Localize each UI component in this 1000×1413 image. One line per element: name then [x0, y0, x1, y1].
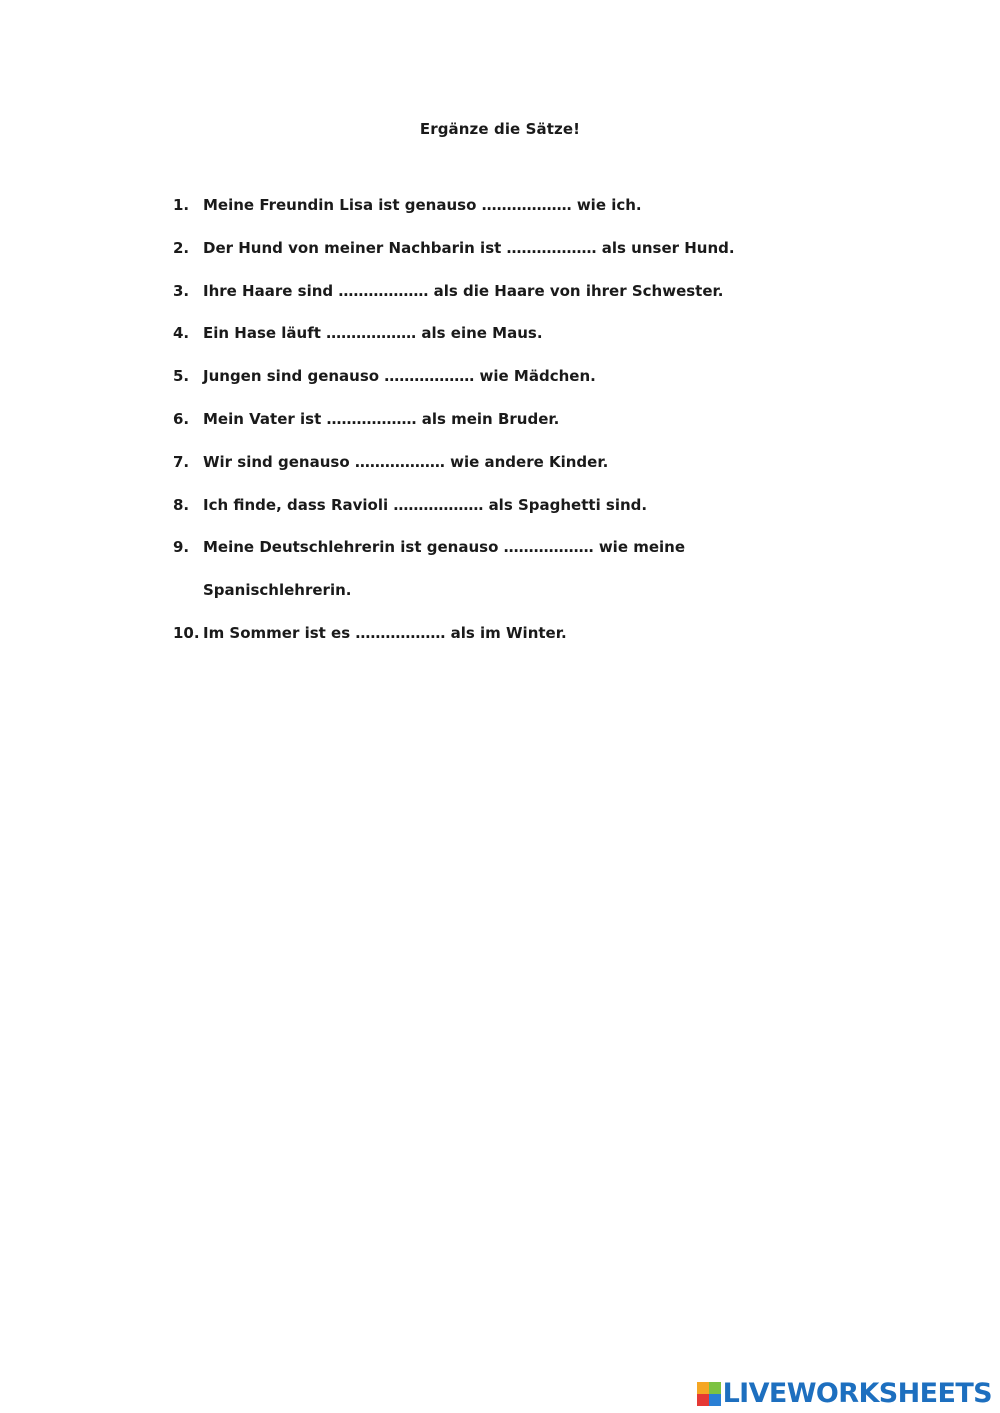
exercise-item-2 — [173, 227, 873, 270]
exercise-item-1 — [173, 184, 873, 227]
exercise-list — [173, 184, 873, 655]
item-text-continuation: Spanischlehrerin. — [203, 581, 352, 600]
item-number: 1. — [173, 196, 190, 214]
item-text: Meine Freundin Lisa ist genauso ……………… wie ich. — [203, 196, 642, 214]
exercise-item-9 — [173, 526, 873, 569]
exercise-item-4 — [173, 312, 873, 355]
item-number: 3. — [173, 281, 190, 300]
item-text: Der Hund von meiner Nachbarin ist ……………… als unser Hund. — [203, 238, 735, 257]
logo-text: LIVEWORKSHEETS — [722, 1378, 992, 1409]
item-text: Ich finde, dass Ravioli ……………… als Spaghetti sind. — [203, 495, 648, 514]
exercise-item-8 — [173, 484, 873, 527]
item-text: Ein Hase läuft ……………… als eine Maus. — [203, 324, 543, 343]
item-text: Meine Deutschlehrerin ist genauso ……………… wie meine — [203, 538, 686, 557]
worksheet-title: Ergänze die Sätze! — [419, 120, 581, 138]
liveworksheets-logo[interactable] — [697, 1378, 992, 1410]
item-text: Jungen sind genauso ……………… wie Mädchen. — [203, 367, 596, 386]
item-number: 6. — [173, 409, 190, 428]
exercise-item-5 — [173, 355, 873, 398]
item-text: Wir sind genauso ……………… wie andere Kinder. — [203, 452, 609, 471]
item-text: Ihre Haare sind ……………… als die Haare von ihrer Schwester. — [203, 281, 724, 300]
item-number: 5. — [173, 367, 190, 386]
liveworksheets-logo-icon — [697, 1382, 721, 1406]
exercise-item-6 — [173, 398, 873, 441]
exercise-item-3 — [173, 270, 873, 313]
item-number: 8. — [173, 495, 190, 514]
exercise-item-7 — [173, 441, 873, 484]
item-text: Im Sommer ist es ……………… als im Winter. — [203, 623, 567, 642]
item-text: Mein Vater ist ……………… als mein Bruder. — [203, 409, 560, 428]
item-number: 10. — [173, 623, 200, 642]
item-number: 4. — [173, 324, 190, 343]
item-number: 9. — [173, 538, 190, 557]
exercise-item-9-continuation — [173, 569, 873, 612]
exercise-item-10 — [173, 612, 873, 655]
item-number: 7. — [173, 452, 190, 471]
item-number: 2. — [173, 238, 190, 257]
